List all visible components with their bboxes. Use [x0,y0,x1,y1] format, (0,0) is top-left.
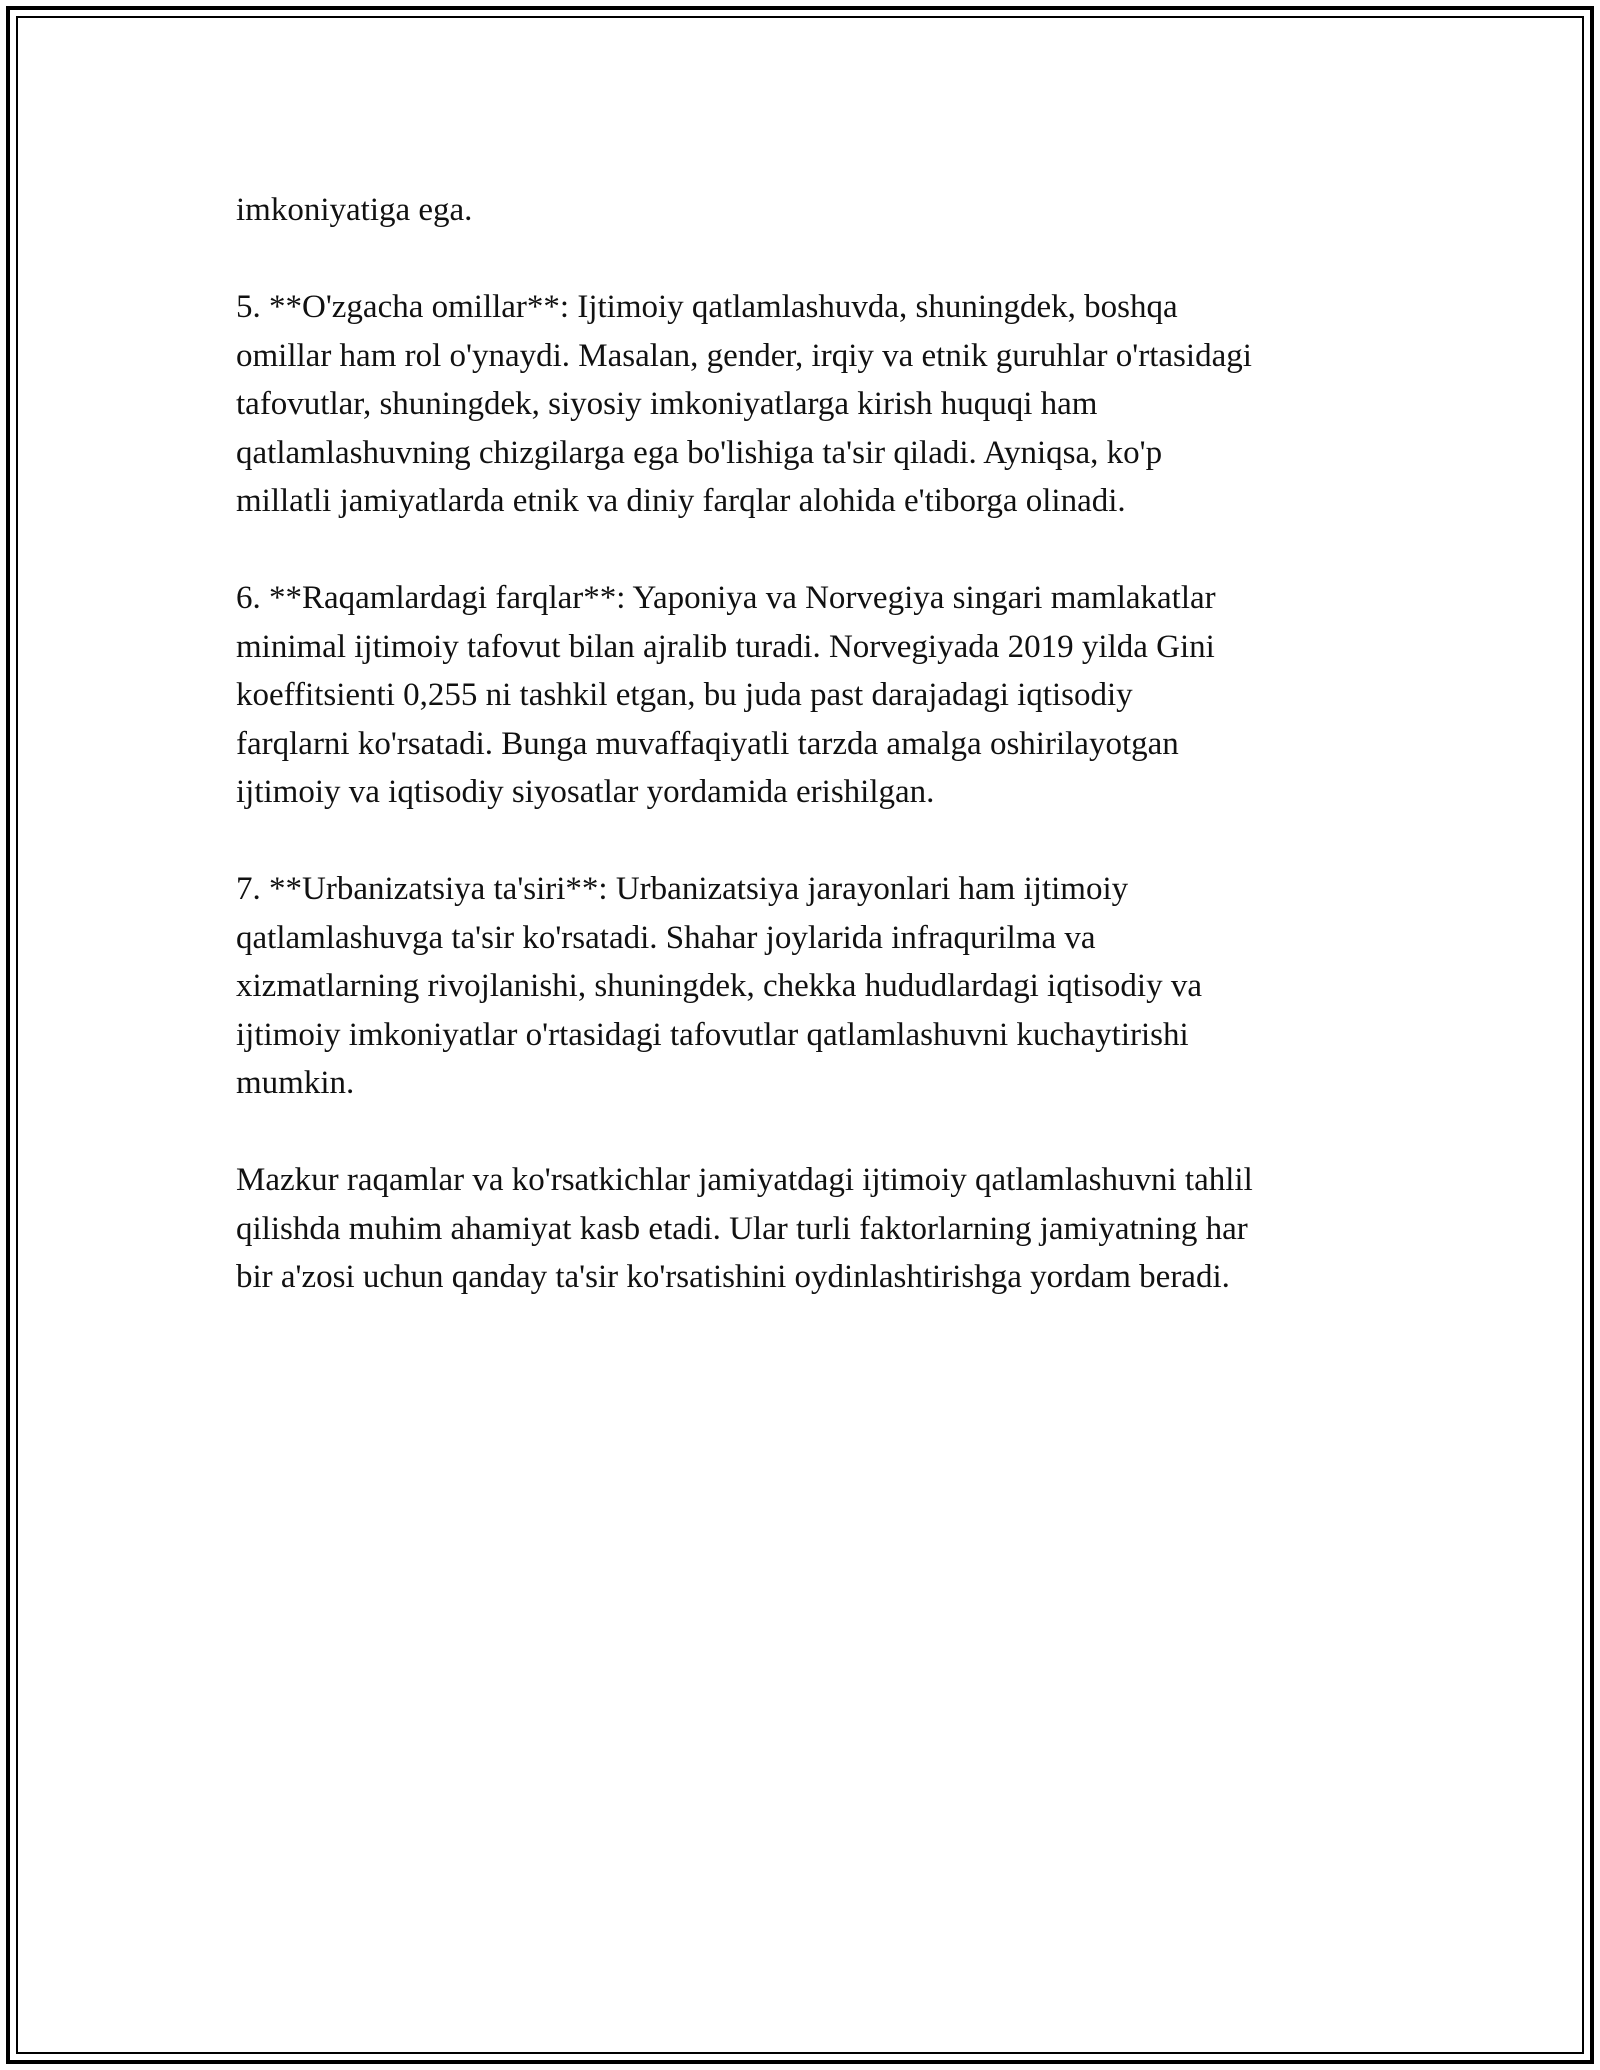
paragraph-item-6: 6. **Raqamlardagi farqlar**: Yaponiya va Norvegiya singari mamlakatlar minimal ijtimoiy tafovut bilan ajralib turadi. Norvegiyada 2019 yilda Gini koeffitsienti 0,255 ni tashkil etgan, bu juda past darajadagi iqtisodiy farqlarni ko'rsatadi. Bunga muvaffaqiyatli tarzda amalga oshirilayotgan ijtimoiy va iqtisodiy siyosatlar yordamida erishilgan. [236,580,1216,810]
paragraph-continuation: imkoniyatiga ega. [236,192,473,228]
paragraph-item-7: 7. **Urbanizatsiya ta'siri**: Urbanizatsiya jarayonlari ham ijtimoiy qatlamlashuvga ta'sir ko'rsatadi. Shahar joylarida infraqurilma va xizmatlarning rivojlanishi, shuningdek, chekka hududlardagi iqtisodiy va ijtimoiy imkoniyatlar o'rtasidagi tafovutlar qatlamlashuvni kuchaytirishi mumkin. [236,871,1202,1101]
document-body [236,186,1376,1302]
paragraph-item-5: 5. **O'zgacha omillar**: Ijtimoiy qatlamlashuvda, shuningdek, boshqa omillar ham rol o'ynaydi. Masalan, gender, irqiy va etnik guruhlar o'rtasidagi tafovutlar, shuningdek, siyosiy imkoniyatlarga kirish huquqi ham qatlamlashuvning chizgilarga ega bo'lishiga ta'sir qiladi. Ayniqsa, ko'p millatli jamiyatlarda etnik va diniy farqlar alohida e'tiborga olinadi. [236,289,1252,519]
paragraph-conclusion: Mazkur raqamlar va ko'rsatkichlar jamiyatdagi ijtimoiy qatlamlashuvni tahlil qilishda muhim ahamiyat kasb etadi. Ular turli faktorlarning jamiyatning har bir a'zosi uchun qanday ta'sir ko'rsatishini oydinlashtirishga yordam beradi. [236,1162,1253,1295]
